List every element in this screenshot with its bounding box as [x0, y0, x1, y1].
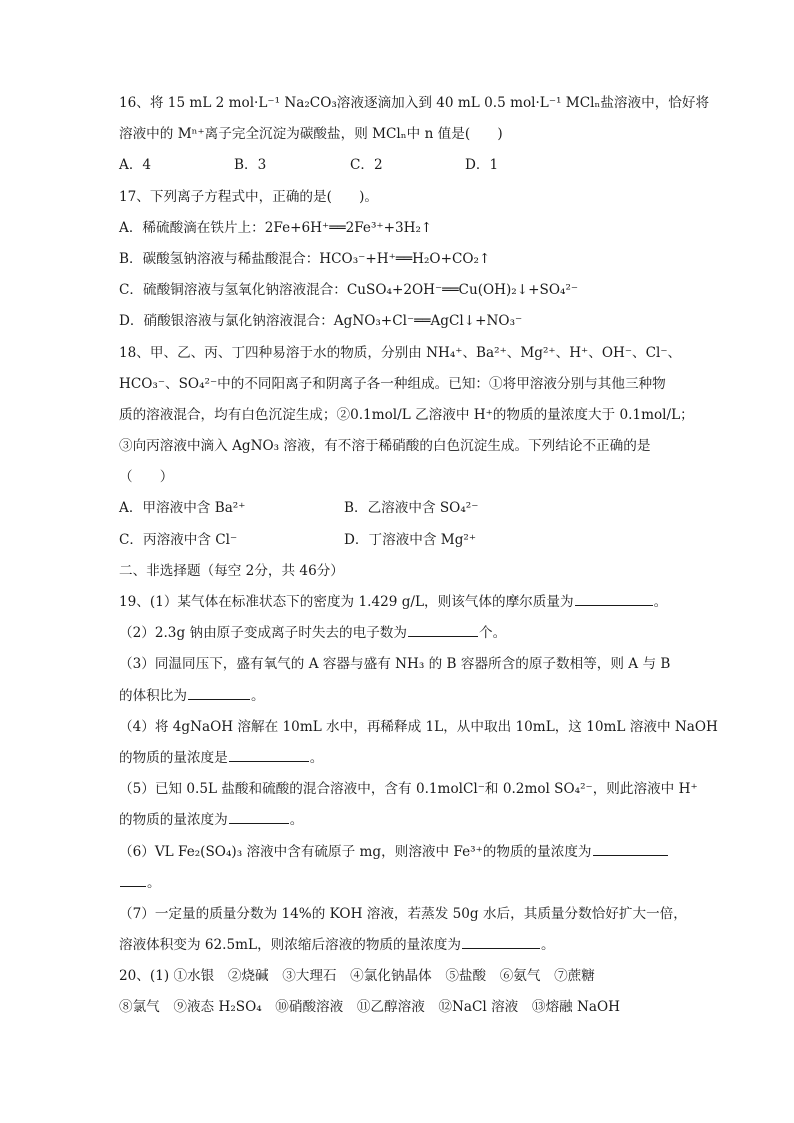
q19-part6-end: 。: [147, 874, 161, 891]
q19-part6-line1: [119, 841, 679, 872]
answer-blank[interactable]: [229, 747, 309, 762]
q19-part2: [119, 622, 679, 653]
q19-part3-end: 。: [250, 687, 265, 704]
q18-options-row1: [119, 497, 679, 528]
q18-option-d: D．丁溶液中含 Mg²⁺: [344, 531, 477, 548]
q18-line3: 质的溶液混合，均有白色沉淀生成；②0.1mol/L 乙溶液中 H⁺的物质的量浓度大于 0.1mol/L；: [119, 406, 694, 423]
q20-line2: ⑧氯气 ⑨液态 H₂SO₄ ⑩硝酸溶液 ⑪乙醇溶液 ⑫NaCl 溶液 ⑬熔融 NaOH: [119, 999, 620, 1016]
answer-blank-continued[interactable]: [120, 872, 146, 887]
q18-line4: ③向丙溶液中滴入 AgNO₃ 溶液，有不溶于稀硝酸的白色沉淀生成。下列结论不正确的是: [119, 438, 651, 455]
answer-blank[interactable]: [408, 622, 478, 637]
section-heading: 二、非选择题（每空 2分，共 46分）: [119, 562, 344, 579]
answer-blank[interactable]: [229, 809, 289, 824]
q19-part7-line1: （7）一定量的质量分数为 14%的 KOH 溶液，若蒸发 50g 水后，其质量分数恰好扩大一倍，: [119, 905, 687, 922]
q18-option-a: A．甲溶液中含 Ba²⁺: [119, 500, 246, 517]
q18-line2: HCO₃⁻、SO₄²⁻中的不同阳离子和阴离子各一种组成。已知：①将甲溶液分别与其他三种物: [119, 375, 666, 392]
answer-blank[interactable]: [462, 934, 540, 949]
answer-blank[interactable]: [593, 841, 668, 856]
q19-part3-line2: [119, 685, 679, 716]
q16-line2: 溶液中的 Mⁿ⁺离子完全沉淀为碳酸盐，则 MClₙ中 n 值是( ): [119, 126, 503, 143]
q19-part4-line2: [119, 747, 679, 778]
q19-part5-line2: [119, 809, 679, 840]
q19-part1-text: 19、(1）某气体在标准状态下的密度为 1.429 g/L，则该气体的摩尔质量为: [119, 594, 574, 610]
q19-part2-text: （2）2.3g 钠由原子变成离子时失去的电子数为: [119, 625, 407, 642]
q19-part3-line1: （3）同温同压下，盛有氧气的 A 容器与盛有 NH₃ 的 B 容器所含的原子数相等，则 A 与 B: [119, 656, 671, 673]
q16-option-a: A．4: [119, 157, 152, 174]
q17-option-b: B．碳酸氢钠溶液与稀盐酸混合：HCO₃⁻+H⁺══H₂O+CO₂↑: [119, 250, 491, 267]
q16-options: [119, 154, 679, 185]
q19-part7-line2: [119, 934, 679, 965]
q17-option-a: A．稀硫酸滴在铁片上：2Fe+6H⁺══2Fe³⁺+3H₂↑: [119, 219, 433, 236]
q19-part4-line1: （4）将 4gNaOH 溶解在 10mL 水中，再稀释成 1L，从中取出 10mL，这 10mL 溶液中 NaOH: [119, 718, 718, 735]
q19-part7-end: 。: [540, 937, 555, 954]
q17-option-d: D．硝酸银溶液与氯化钠溶液混合：AgNO₃+Cl⁻══AgCl↓+NO₃⁻: [119, 313, 523, 330]
answer-blank[interactable]: [575, 591, 653, 606]
q16-option-d: D．1: [465, 157, 499, 174]
q19-part4-text: 的物质的量浓度是: [119, 749, 228, 766]
q16-option-b: B．3: [234, 157, 267, 174]
q18-line1: 18、甲、乙、丙、丁四种易溶于水的物质，分别由 NH₄⁺、Ba²⁺、Mg²⁺、H⁺、OH⁻、Cl⁻、: [119, 344, 682, 361]
q20-line1: 20、(1) ①水银 ②烧碱 ③大理石 ④氯化钠晶体 ⑤盐酸 ⑥氨气 ⑦蔗糖: [119, 968, 595, 985]
q18-line5: （ ）: [119, 469, 174, 486]
q19-part5-end: 。: [289, 812, 304, 829]
q19-part3-text: 的体积比为: [119, 687, 187, 704]
q19-part5-text: 的物质的量浓度为: [119, 812, 228, 829]
q19-part2-end: 个。: [478, 625, 507, 642]
q19-part4-end: 。: [309, 749, 324, 766]
q17-stem: 17、下列离子方程式中，正确的是( )。: [119, 188, 378, 205]
q18-options-row2: [119, 529, 679, 560]
q19-part6-line2: [119, 872, 679, 903]
q19-part5-line1: （5）已知 0.5L 盐酸和硫酸的混合溶液中，含有 0.1molCl⁻和 0.2mol SO₄²⁻，则此溶液中 H⁺: [119, 781, 698, 798]
q19-part7-text: 溶液体积变为 62.5mL，则浓缩后溶液的物质的量浓度为: [119, 937, 461, 954]
q16-option-c: C．2: [350, 157, 383, 174]
exam-page: [119, 92, 718, 1028]
q19-part1-end: 。: [653, 594, 668, 610]
q17-option-c: C．硫酸铜溶液与氢氧化钠溶液混合：CuSO₄+2OH⁻══Cu(OH)₂↓+SO₄²⁻: [119, 282, 579, 299]
q16-line1: 16、将 15 mL 2 mol·L⁻¹ Na₂CO₃溶液逐滴加入到 40 mL 0.5 mol·L⁻¹ MClₙ盐溶液中，恰好将: [119, 95, 710, 111]
q19-part1: [119, 591, 679, 622]
q18-option-c: C．丙溶液中含 Cl⁻: [119, 531, 238, 548]
q18-option-b: B．乙溶液中含 SO₄²⁻: [344, 500, 479, 517]
answer-blank[interactable]: [188, 685, 250, 700]
q19-part6-text: （6）VL Fe₂(SO₄)₃ 溶液中含有硫原子 mg，则溶液中 Fe³⁺的物质的量浓度为: [119, 843, 592, 860]
